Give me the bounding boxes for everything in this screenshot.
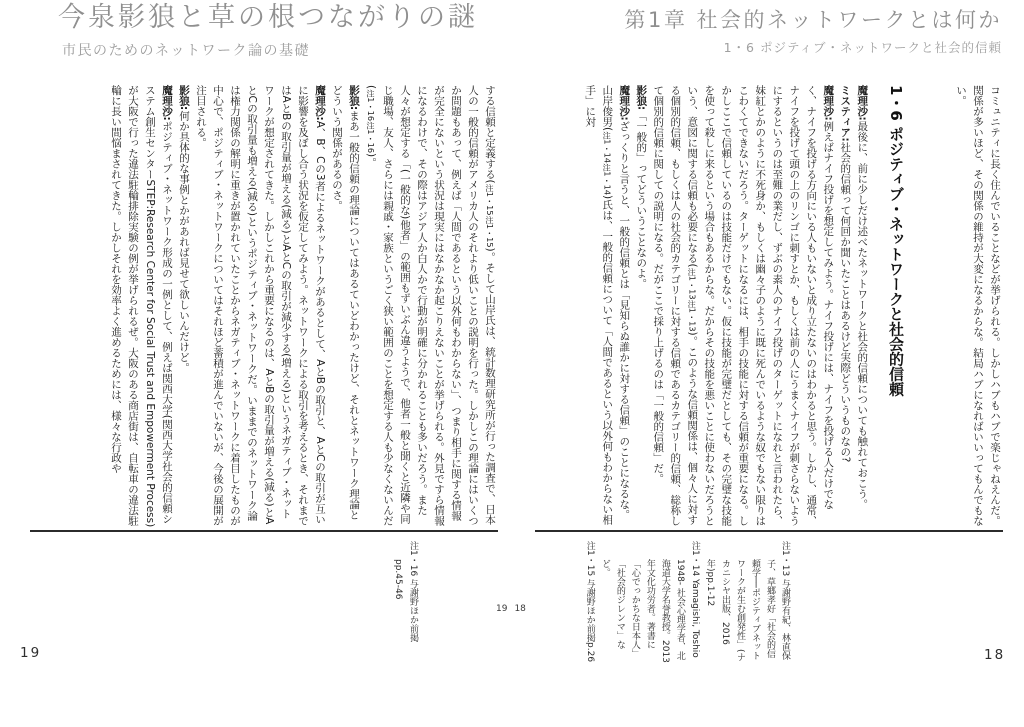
footnote-reference: 注1・15 [485, 183, 495, 216]
gutter-number-left: 19 [496, 604, 508, 614]
speaker-name: 魔理沙: [822, 85, 835, 121]
dialogue-paragraph: ミスティア:社会的信頼って何回か聞いたことはあるけど実際どういうものなの? [839, 85, 852, 463]
dialogue-paragraph: 魔理沙:ざっくりと言うと、一般的信頼とは「見知らぬ誰かに対する信頼」のことになるな。山岸俊男(注1・14注1・14)氏は、一般的信頼について「人間であるという以外何もわからない相手」に対 [584, 85, 631, 525]
footnote: 注1・15 与謝野ほか前掲p.26 [584, 541, 595, 663]
dialogue-paragraph: 魔理沙:ポジティブ・ネットワーク形成の一例として、例えば関西大学(関西大学社会的信頼システム創生センターSTEP:Research Center for Social Trust and Empowerment Process)が大阪で行った違法駐輪排除実験の例が挙げられるぜ。大阪のある商店街は、自転車の違法駐輪に長い間悩まされてきた。しかしそれを効率よく進めるためには、様々な行政や [110, 85, 173, 528]
right-page-number: 18 [984, 647, 1006, 663]
speaker-name: 影狼: [178, 85, 190, 111]
footnote-reference: 注1・13 [687, 267, 698, 300]
left-page-body-text [30, 85, 498, 528]
section-heading: 1・6 ポジティブ・ネットワークと社会的信頼 [887, 85, 905, 397]
footnote-reference: 注1・15 [485, 215, 495, 248]
gutter-page-numbers [496, 604, 533, 614]
speaker-name: 魔理沙: [161, 85, 173, 121]
footnote: 注1・16 与謝野ほか前掲pp.45-46 [392, 541, 418, 643]
footnote-reference: 注1・14 [602, 131, 613, 164]
left-page-subtitle: 市民のためのネットワーク論の基礎 [62, 43, 310, 59]
body-paragraph: コミュニティに長く住んでいることなどが挙げられる。しかしハブもハブで楽じゃねえんだ。関係が多いほど、その関係の維持が大変になるからな。結局ハブになればいいってもんでもない。 [955, 85, 1001, 526]
footnote: 注1・14 Yamagishi, Toshio 1948- 社会心理学者、北海道大学名誉教授。2013年文化功労者。著書に「心でっかちな日本人」「社会的ジレンマ」など。 [599, 541, 700, 663]
dialogue-paragraph: 影狼:何か具体的な事例とかがあれば見せて欲しいんだけど。 [178, 85, 190, 373]
speaker-name: ミスティア: [839, 85, 852, 142]
dialogue-paragraph: 影狼:「一般的」ってどういうことなのよ。 [635, 85, 648, 289]
left-page-footnotes [250, 541, 420, 663]
dialogue-paragraph: 魔理沙:例えばナイフ投げを想定してみよう。ナイフ投げには、ナイフを投げる人だけでなく、ナイフを投げる方向にいる人もいないと成り立たないのはわかると思う。しかし、通常、ナイフを投げて頭の上のリンゴに刺すとか、もしくは前の人にうまくナイフが刺さらないようにするというのは至難の業だし、ずぶの素人のナイフ投げのターゲットになれと言われたら、妹紅とかのように不死身か、もしくは幽々子のように既に死んでいるような奴でもない限りはこわくてできないだろう。ターゲットになるには、相手の技能に対する信頼が重要になる。しかしここで信頼しているのは技能だけでもない。仮に技能が完璧だとしても、その完璧な技能を使って殺しに来るという場合もあるからな。だからその技能を悪いことに使わないだろうという、意図に関する信頼も必要になる(注1・13注1・13)。このような信頼関係は、個々人に対する個別的信頼、もしくは人の社会的カテゴリーに対する信頼であるカテゴリー的信頼、総称して個別的信頼に関しての説明になる。だがここで採り上げるのは「一般的信頼」だ。 [652, 85, 835, 526]
right-page-footnotes [540, 541, 792, 663]
dialogue-paragraph: 魔理沙:A、B、Cの3者によるネットワークがあるとして、AとBの取引と、AとCの取引が互いに影響を及ぼし合う状況を仮定してみよう。ネットワークによる取引を考えるとき、それまではAとBの取引量が増える(減る)とAとCの取引が減少する(増える)というネガティブ・ネットワークが想定されてきた。しかしこれから重要になるのは、AとBの取引量が増える(減る)とAとCの取引量も増える(減る)というポジティブ・ネットワークだ。いままでのネットワーク論は権力関係の解明に重きが置かれていたことからネガティブ・ネットワークに着目したものが中心で、ポジティブ・ネットワークについてはそれほど蓄積が進んでいないが、今後の展開が注目される。 [195, 85, 326, 526]
speaker-name: 影狼: [348, 85, 360, 111]
gutter-number-right: 18 [514, 604, 526, 614]
speaker-name: 魔理沙: [314, 85, 326, 121]
right-page-chapter-header: 第1章 社会的ネットワークとは何か [624, 8, 1002, 32]
body-paragraph: する信頼と定義する(注1・15注1・15)。そして山岸氏は、統計数理研究所が行った調査で、日本人の一般的信頼がアメリカ人のそれより低いことの説明を行った。しかしこの理論にはいくつか問題もあって、例えば「人間であるという以外何もわからない」、つまり相手に関する情報が完全にないという状況は現実にはなかなか起こりえないことが挙げられる。外見ですら情報になるわけで、その際はアジア人か白人かで行動が明確に分かれることも多いだろう。また人々が想定する「(一般的な)他者」の範囲もずいぶん違うようで、他者一般と聞くと近隣や同じ職場、友人、さらには親戚・家族というごく狭い範囲のことを想定する人も少なくないんだ(注1・16注1・16)。 [365, 85, 496, 526]
speaker-name: 魔理沙: [618, 85, 631, 121]
right-page-section-header: 1・6 ポジティブ・ネットワークと社会的信頼 [723, 40, 1002, 55]
dialogue-paragraph: 魔理沙:最後に、前に少しだけ述べたネットワークと社会的信頼についても触れておこう。 [856, 85, 869, 510]
footnote-reference: 注1・16 [366, 89, 376, 122]
right-page-footnote-rule [535, 530, 1003, 532]
footnote: 注1・13 与謝野有紀、林直保子、草郷孝好「社会的信頼学──ポジティブネットワークが生む創発性」(ナカニシヤ出版、2016年)pp.1-12 [704, 541, 790, 662]
left-page-title: 今泉影狼と草の根つながりの謎 [58, 2, 478, 33]
footnote-reference: 注1・14 [602, 163, 613, 196]
footnote-reference: 注1・13 [687, 299, 698, 332]
left-page-number: 19 [20, 645, 42, 661]
speaker-name: 影狼: [635, 85, 648, 111]
right-page-body-text [535, 85, 1003, 528]
footnote-reference: 注1・16 [366, 121, 376, 154]
left-page-footnote-rule [30, 530, 498, 532]
dialogue-paragraph: 影狼:まあ一般的信頼の理論についてはあるていどわかったけど、それとネットワーク理論とどういう関係があるのさ。 [331, 85, 360, 520]
speaker-name: 魔理沙: [856, 85, 869, 121]
